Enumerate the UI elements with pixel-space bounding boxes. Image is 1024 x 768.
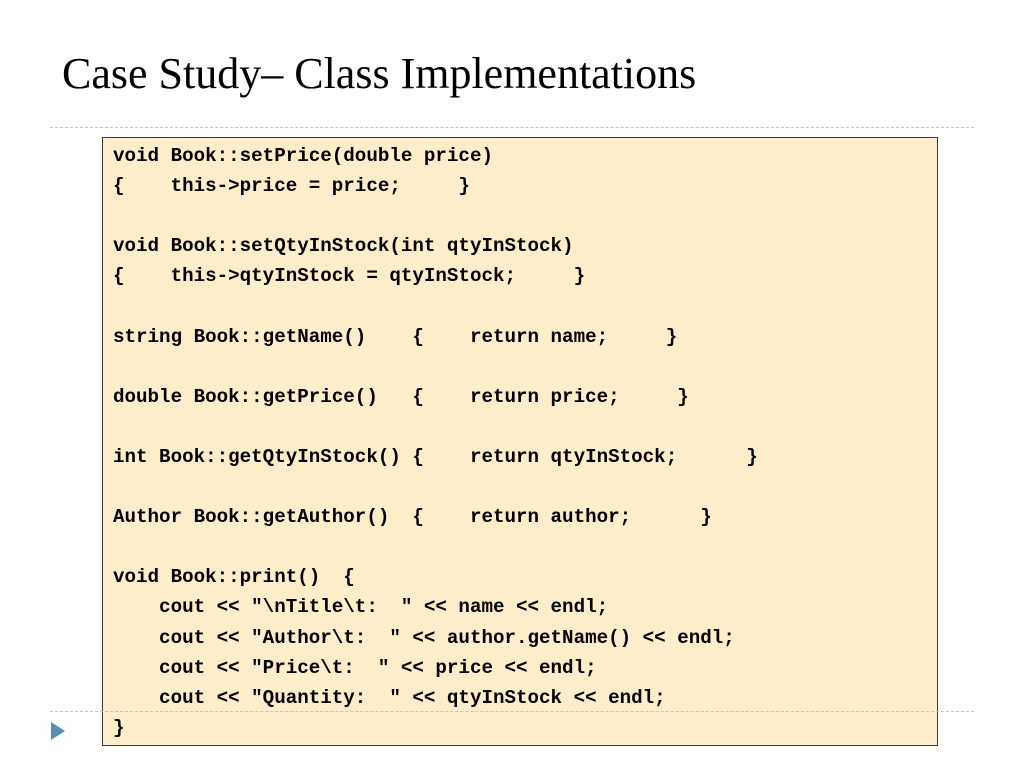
- slide-title: Case Study– Class Implementations: [62, 49, 697, 98]
- code-line: [113, 412, 937, 442]
- code-line: void Book::print() {: [113, 566, 355, 589]
- code-line: cout << "Price\t: " << price << endl;: [113, 656, 597, 679]
- code-line: }: [113, 716, 125, 739]
- top-divider: [50, 127, 974, 128]
- code-line: [113, 352, 937, 382]
- code-line: [113, 201, 937, 231]
- bottom-divider: [50, 711, 974, 712]
- code-line: cout << "Author\t: " << author.getName() << endl;: [113, 626, 735, 649]
- code-line: void Book::setPrice(double price): [113, 145, 493, 167]
- code-line: cout << "Quantity: " << qtyInStock << endl;: [113, 686, 666, 709]
- code-line: double Book::getPrice() { return price; }: [113, 385, 689, 408]
- code-listing: [102, 137, 938, 746]
- code-line: int Book::getQtyInStock() { return qtyInStock; }: [113, 445, 758, 468]
- code-line: Author Book::getAuthor() { return author; }: [113, 506, 712, 529]
- code-line: [113, 532, 937, 562]
- code-line: { this->qtyInStock = qtyInStock; }: [113, 265, 586, 288]
- code-line: [113, 472, 937, 502]
- code-line: { this->price = price; }: [113, 175, 470, 198]
- code-line: string Book::getName() { return name; }: [113, 325, 678, 348]
- triangle-bullet-icon: [51, 722, 65, 740]
- code-line: [113, 291, 937, 321]
- code-line: cout << "\nTitle\t: " << name << endl;: [113, 596, 609, 619]
- code-line: void Book::setQtyInStock(int qtyInStock): [113, 235, 574, 258]
